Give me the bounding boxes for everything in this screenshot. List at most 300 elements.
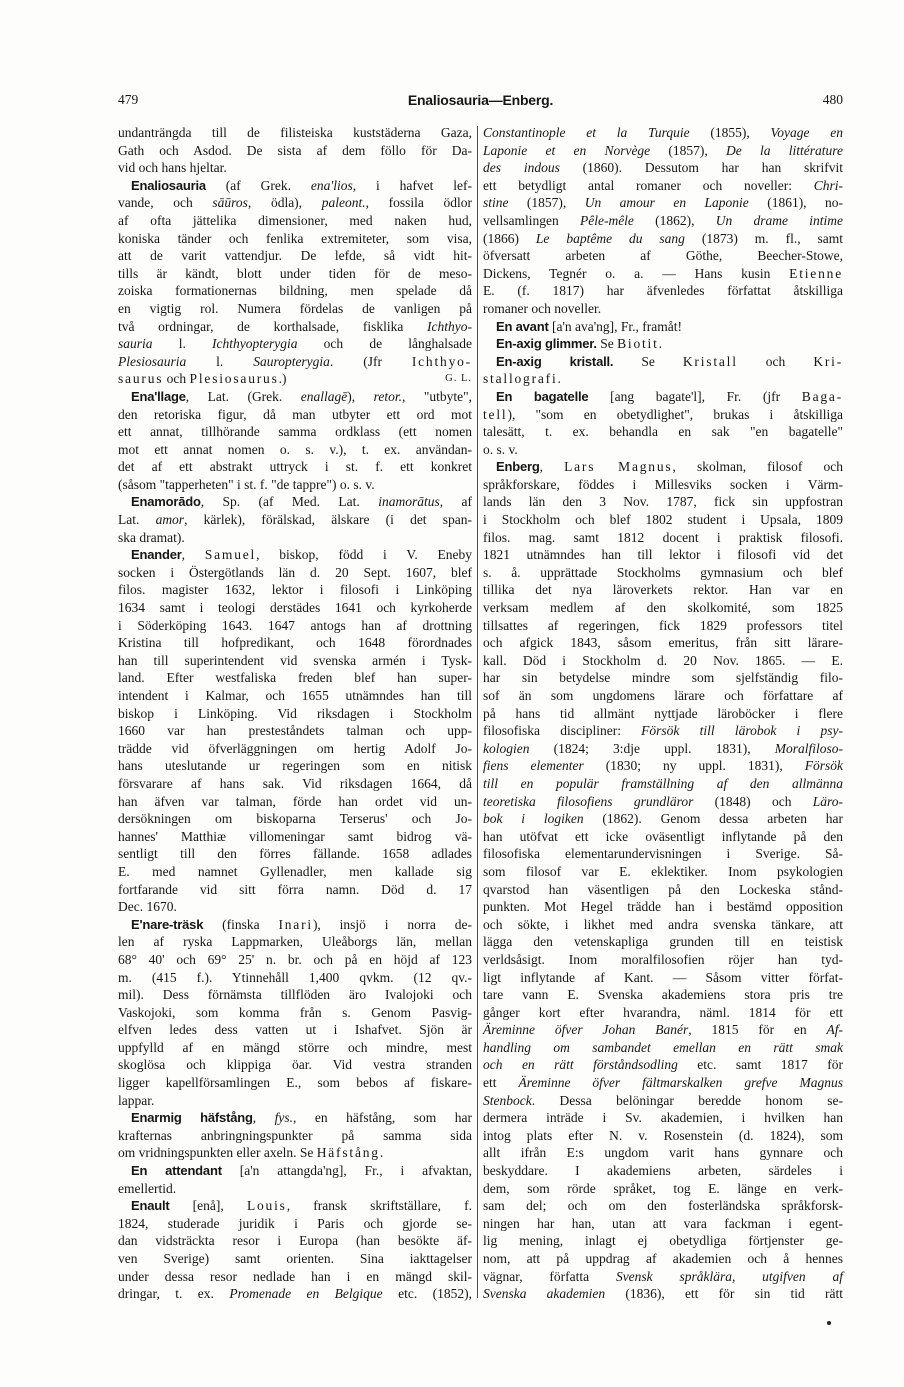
italic-run: Sauropterygia (253, 353, 330, 369)
italic-run: fiens elementer (483, 758, 584, 774)
text-run: att de varit vattendjur. De lefde, så vidt hit- (118, 248, 472, 264)
text-run: [a'n attangda'ng], Fr., i afvaktan, (221, 1163, 472, 1179)
text-run: ska dramat). (118, 529, 185, 545)
text-run: (af Grek. (205, 177, 311, 193)
text-run: mot ett annat nomen o. s. v.), t. ex. användan- (118, 441, 472, 457)
text-run: (1857), (508, 195, 585, 211)
text-line (483, 1144, 843, 1162)
text-run: fortfarande vid sitt förra namn. Död d. 17 (118, 881, 472, 897)
text-line (118, 1109, 472, 1127)
text-run: qvarstod han väsentligen på den Lockeska stånd- (483, 881, 843, 897)
text-line (118, 881, 472, 899)
text-line (118, 757, 472, 775)
text-run: han till superintendent vid svenska armén i Tysk- (118, 652, 472, 668)
text-line (483, 388, 843, 406)
text-run: , ödla), (247, 195, 322, 211)
italic-run: Försök till lärobok i psy- (641, 723, 843, 739)
text-line (118, 1004, 472, 1022)
text-run: (finska (203, 916, 279, 932)
text-run: (1860). Dessutom har han skrifvit (559, 160, 844, 176)
text-run: ett annat, tillhörande samma ordklass (ett nomen (118, 424, 472, 440)
spaced-run: Häfstång. (316, 1145, 386, 1161)
text-run: , en häfstång, som har (293, 1110, 472, 1126)
text-run: undanträngda till de filisteiska kuststäderna Gaza, (118, 125, 472, 140)
text-line (483, 881, 843, 899)
text-run: af ofta jättelika dimensioner, med naken hud, (118, 212, 472, 228)
headword: En-axig glimmer. (496, 336, 597, 352)
text-run: sof än som ungdomens lärare och författare af (483, 688, 843, 703)
text-run: E. (f. 1817) har äfvenledes författat åtskilliga (483, 283, 843, 299)
spaced-run: Samuel (204, 547, 257, 563)
scan-speck (827, 1321, 831, 1325)
headword: En attendant (131, 1163, 222, 1179)
text-run: vande, och (118, 195, 213, 211)
text-line (118, 493, 472, 511)
italic-run: till en populär framställning af den allmänna (483, 775, 843, 791)
text-line (118, 441, 472, 459)
text-run: och (163, 371, 190, 387)
headword: Enamorādo (131, 494, 201, 510)
italic-run: Un drame intime (715, 212, 843, 228)
text-run: land. Efter westfaliska freden blef han super- (118, 670, 472, 686)
text-line (483, 230, 843, 248)
text-run: elfven ledes dess vatten ut i Ishafvet. Sjön är (118, 1022, 472, 1038)
italic-run: Un amour en Laponie (584, 195, 749, 211)
text-run: tillsattes af regeringen, fick 1829 professors titel (483, 617, 843, 633)
text-run: på hans tid allmänt nyttjade läroböcker i flere (483, 705, 843, 721)
text-run: , skolman, filosof och (672, 459, 843, 475)
text-run: nom, att på uppdrag af akademien och å hennes (483, 1251, 843, 1266)
text-run: trädde vid öfverläggningen om hertig Adolf Jo- (118, 740, 472, 756)
text-line (483, 986, 843, 1004)
text-run: (1857), (650, 142, 727, 158)
italic-run: teoretiska filosofiens grundläror (483, 793, 694, 809)
text-run: 68° 40' och 69° 25' n. br. och på en höjd af 123 (118, 951, 472, 967)
italic-run: fys. (274, 1110, 293, 1126)
text-run: öfversatt arbeten af Göthe, Beecher-Stowe, (483, 248, 843, 264)
right-column (483, 124, 843, 1303)
text-line (483, 617, 843, 635)
headword: En bagatelle (496, 388, 589, 404)
text-run: det af ett abstrakt uttryck i st. f. ett konkret (118, 459, 472, 475)
text-run: (1866) (483, 230, 536, 246)
text-run: gånger kort efter hvarandra, näml. 1814 för ett (483, 1004, 843, 1020)
text-line (483, 511, 843, 529)
text-run: socken i Östergötlands län d. 20 Sept. 1607, blef (118, 564, 472, 580)
text-line (483, 1127, 843, 1145)
text-run: (såsom "tapperheten" i st. f. "de tappre") o. s. v. (118, 476, 375, 492)
text-run: lig mening, inlagt ej obetydliga förtjenster ge- (483, 1233, 843, 1249)
text-run: ett betydligt antal romaner och noveller: (483, 177, 814, 193)
text-line (483, 828, 843, 846)
italic-run: sāūros (212, 195, 248, 211)
italic-run: Constantinople et la Turquie (483, 125, 690, 140)
text-line (118, 159, 472, 177)
text-run: romaner och noveller. (483, 300, 602, 316)
text-run: i Söderköping 1643. 1647 antogs han af drottning (118, 617, 472, 633)
spaced-run: Biotit. (617, 336, 664, 352)
text-run: tillika det nya läroverkets rektor. Han var en (483, 582, 843, 598)
author-signature: G. L. (445, 373, 472, 385)
text-run: s. å. upprättade Stockholms gymnasium och blef (483, 564, 843, 580)
text-run: och afgick 1843, såsom emeritus, från sitt lärare- (483, 635, 843, 651)
text-line (118, 1092, 472, 1110)
text-line (118, 476, 472, 494)
text-run: intendent i Kalmar, och 1655 utnämndes han till (118, 688, 472, 703)
text-line (118, 969, 472, 987)
text-run: .) (278, 371, 287, 387)
text-line (483, 969, 843, 987)
spaced-run: Louis (246, 1198, 287, 1214)
text-line (483, 599, 843, 617)
italic-run: bok i logiken (483, 811, 584, 827)
text-line (483, 159, 843, 177)
spaced-run: tell (483, 406, 508, 422)
text-run: tare vann E. Svenska akademiens stora pris tre (483, 987, 843, 1003)
text-line (118, 1232, 472, 1250)
italic-run: Af- (826, 1022, 843, 1038)
text-run: beskyddare. I akademiens arbeten, särdeles i (483, 1163, 843, 1179)
text-run: , Sp. (af Med. Lat. (200, 494, 379, 510)
text-line (483, 177, 843, 195)
italic-run: Äreminne öfver fältmarskalken grefve Magnus (518, 1075, 844, 1091)
text-line (118, 194, 472, 212)
italic-run: ena'lios (310, 177, 353, 193)
text-run: allt ifrån E:s ungdom varit hans gynnare och (483, 1145, 843, 1161)
italic-run: Promenade en Belgique (229, 1286, 383, 1302)
text-line (483, 564, 843, 582)
text-line (483, 1215, 843, 1233)
text-line (483, 370, 843, 388)
italic-run: De la littérature (726, 142, 843, 158)
italic-run: Läro- (812, 793, 844, 809)
text-run: , i hafvet lef- (352, 177, 472, 193)
text-line (483, 212, 843, 230)
text-run: , "utbyte", (402, 388, 472, 404)
headword: En avant (496, 318, 549, 334)
text-line (118, 634, 472, 652)
text-run: dersökningen om biskoparna Terserus' och Jo- (118, 811, 472, 827)
text-line (483, 1232, 843, 1250)
text-line (483, 300, 843, 318)
text-line (118, 212, 472, 230)
text-run: (1824; 3:dje uppl. 1831), (529, 740, 775, 756)
text-line (483, 810, 843, 828)
text-line (483, 318, 843, 336)
page-header (118, 90, 843, 110)
text-line (483, 1197, 843, 1215)
text-run: ), "som en obetydlighet", brukas i åtskilliga (507, 406, 843, 422)
text-line (483, 441, 843, 459)
italic-run: sauria (118, 336, 153, 352)
text-run: lägga den vetenskapliga grunden till en teistisk (483, 934, 843, 950)
text-run: intog plats efter N. v. Rosenstein (d. 1824), som (483, 1127, 843, 1143)
text-run: 1824, studerade juridik i Paris och gjorde se- (118, 1215, 472, 1231)
text-line (483, 775, 843, 793)
text-run: o. s. v. (483, 441, 518, 457)
text-run: sentligt till den förres fällande. 1658 adlades (118, 846, 472, 862)
text-line (118, 388, 472, 406)
italic-run: des indous (483, 160, 560, 176)
text-line (118, 247, 472, 265)
spaced-run: Kristall (682, 353, 738, 369)
text-line (483, 634, 843, 652)
text-run: ), (347, 388, 374, 404)
text-run: ), insjö i norra de- (312, 916, 472, 932)
text-line (118, 458, 472, 476)
text-run: m. (415 f.). Ytinnehåll 1,400 qvkm. (12 qv.- (118, 969, 472, 985)
text-run: tills är kändt, blott under tiden för de meso- (118, 265, 472, 281)
text-line (483, 1180, 843, 1198)
text-line (118, 142, 472, 160)
text-line (118, 687, 472, 705)
text-line (118, 370, 472, 388)
text-line (118, 863, 472, 881)
italic-run: Svensk språklära, utgifven af (615, 1268, 843, 1284)
text-line (483, 1056, 843, 1074)
spaced-run: Inari (278, 916, 313, 932)
text-line (483, 687, 843, 705)
text-run: (1861), no- (748, 195, 843, 211)
text-line (118, 546, 472, 564)
text-run: , fransk skriftställare, f. (286, 1198, 472, 1214)
text-run: E. med namnet Gyllenadler, men kallade sig (118, 863, 472, 879)
text-run: zoiska formationernas bildning, men spelade då (118, 283, 472, 299)
italic-run: retor. (373, 388, 403, 404)
text-run: lands län den 3 Nov. 1787, fick sin uppfostran (483, 494, 843, 510)
text-run: och sökte, i likhet med andra svenska tänkare, att (483, 916, 843, 932)
text-line (483, 845, 843, 863)
text-run: . (Jfr (329, 353, 412, 369)
headword: Enberg (496, 459, 540, 475)
spaced-run: Ichthyo- (411, 353, 472, 369)
text-line (483, 1268, 843, 1286)
text-run: filosofiska discipliner: (483, 723, 642, 739)
text-run: filosofiska elementarundervisningen i Sverige. Så- (483, 846, 843, 862)
text-line (118, 1285, 472, 1303)
spaced-run: Lars Magnus (564, 459, 673, 475)
text-line (483, 1021, 843, 1039)
text-run: l. (186, 353, 254, 369)
text-line (483, 916, 843, 934)
text-line (483, 1092, 843, 1110)
italic-run: Moralfiloso- (774, 740, 843, 756)
text-line (118, 318, 472, 336)
text-run: den retoriska figur, då man utbyter ett ord mot (118, 406, 472, 422)
text-line (118, 177, 472, 195)
text-line (118, 793, 472, 811)
text-line (118, 230, 472, 248)
text-run: emellertid. (118, 1180, 177, 1196)
italic-run: Plesiosauria (118, 353, 187, 369)
text-run: [a'n ava'ng], Fr., framåt! (548, 318, 683, 334)
text-run: krafternas anbringningspunkter på samma sida (118, 1127, 472, 1143)
text-run: skoglösa och klippiga öar. Vid vestra stranden (118, 1057, 472, 1073)
text-run: koniska tänder och fenlika extremiteter, som visa, (118, 230, 472, 246)
text-line (118, 564, 472, 582)
italic-run: kologien (483, 740, 530, 756)
text-run: under dessa resor nedlade han i en mängd skil- (118, 1268, 472, 1284)
text-run: uppfylld af en mängd större och mindre, mest (118, 1039, 472, 1055)
text-line (118, 1021, 472, 1039)
text-run: , (539, 459, 565, 475)
text-run: han utöfvat ett icke oväsentligt inflytande på den (483, 828, 843, 844)
text-run: hans uteslutande ur regeringen som en nitisk (118, 758, 472, 774)
text-line (118, 335, 472, 353)
text-line (483, 142, 843, 160)
text-run: (1848) och (693, 793, 813, 809)
italic-run: Ichthyo- (427, 318, 472, 334)
text-run: dem, som rörde språket, tog E. länge en verk- (483, 1180, 843, 1196)
headword: Enault (131, 1198, 170, 1214)
text-run: Vaskojoki, som komma från s. Genom Pasvig- (118, 1004, 472, 1020)
text-line (118, 1250, 472, 1268)
text-line (483, 476, 843, 494)
text-line (118, 581, 472, 599)
spaced-run: saurus (118, 371, 164, 387)
text-line (118, 599, 472, 617)
text-run: l. (152, 336, 212, 352)
text-run: Se (596, 336, 618, 352)
text-line (118, 406, 472, 424)
spaced-run: Baga- (801, 388, 844, 404)
text-run: , (181, 547, 205, 563)
text-run: filos. mag. samt 1812 docent i praktisk filosofi. (483, 529, 843, 545)
text-run: (1855), (689, 125, 771, 140)
text-run: två ordningar, de korthalsade, fisklika (118, 318, 428, 334)
text-line (118, 652, 472, 670)
text-line (118, 1268, 472, 1286)
text-run: hannes' Matthiæ villomeningar samt bidrog vä- (118, 828, 472, 844)
text-run: , Lat. (Grek. (185, 388, 301, 404)
text-run: 1634 samt i teologi derstädes 1641 och kyrkoherde (118, 600, 472, 616)
text-line (118, 705, 472, 723)
text-line (483, 1162, 843, 1180)
text-line (483, 194, 843, 212)
text-line (483, 669, 843, 687)
text-run: som filosof var E. eklektiker. Inom psykologien (483, 863, 843, 879)
text-run: len af ryska Lappmarken, Uleåborgs län, mellan (118, 934, 472, 950)
text-line (118, 1056, 472, 1074)
text-run: ligt inflytande af Kant. — Såsom vitter förfat- (483, 969, 843, 985)
text-line (118, 1162, 472, 1180)
text-run: , fossila ödlor (365, 195, 472, 211)
text-line (118, 1180, 472, 1198)
text-line (118, 423, 472, 441)
text-run: etc. (1852), (382, 1286, 472, 1302)
text-run: punkten. Mot Hegel trädde han i bestämd opposition (483, 899, 843, 915)
text-run: lappar. (118, 1092, 155, 1108)
italic-run: enallagē (300, 388, 348, 404)
text-run: Dec. 1670. (118, 899, 177, 915)
text-run: ett (483, 1075, 519, 1091)
text-run: vägnar, författa (483, 1268, 616, 1284)
text-run: Lat. (118, 512, 156, 528)
text-line (483, 423, 843, 441)
text-run: [ang bagate'l], Fr. (jfr (588, 388, 802, 404)
text-line (483, 247, 843, 265)
text-line (483, 335, 843, 353)
text-run: (1873) m. fl., samt (684, 230, 843, 246)
text-run: försvarare af hans sak. Vid riksdagen 1664, då (118, 775, 472, 791)
text-line (483, 1250, 843, 1268)
text-run: Dickens, Tegnér o. a. — Hans kusin (483, 265, 790, 281)
text-line (483, 458, 843, 476)
text-line (118, 933, 472, 951)
italic-run: Voyage en (770, 125, 843, 140)
page-number-left: 479 (118, 92, 139, 107)
text-run: , 1815 för en (688, 1022, 827, 1038)
text-line (118, 845, 472, 863)
italic-run: Ichthyopterygia (212, 336, 298, 352)
text-line (118, 1074, 472, 1092)
text-line (118, 951, 472, 969)
text-run: han äfven var talman, förde han ordet vid un- (118, 793, 472, 809)
text-line (483, 1109, 843, 1127)
text-line (118, 282, 472, 300)
text-run: (1836), ett för sin tid rätt (605, 1286, 843, 1302)
text-line (118, 669, 472, 687)
text-run: dan vidsträckta resor i Europa (han besökte äf- (118, 1233, 472, 1249)
text-line (118, 740, 472, 758)
text-line (483, 863, 843, 881)
italic-run: Pêle-mêle (579, 212, 634, 228)
text-line (483, 757, 843, 775)
page-number-right: 480 (822, 92, 843, 107)
text-run: ningen har han, utan att vara fackman i egent- (483, 1215, 843, 1231)
spaced-run: Etienne (789, 265, 843, 281)
text-run: , biskop, född i V. Eneby (256, 547, 472, 563)
text-run: (1830; ny uppl. 1831), (583, 758, 805, 774)
italic-run: Stenbock (483, 1092, 532, 1108)
text-line (118, 529, 472, 547)
headword: E'nare-träsk (131, 916, 204, 932)
text-line (483, 1285, 843, 1303)
text-run: en vigtig rol. Numera fördelas de vanligen på (118, 300, 472, 316)
text-line (118, 265, 472, 283)
spaced-run: Kri- (813, 353, 844, 369)
text-run: om vridningspunkten eller axeln. Se (118, 1145, 317, 1161)
text-line (118, 1039, 472, 1057)
text-line (483, 1039, 843, 1057)
headword: Enarmig häfstång (131, 1110, 253, 1126)
text-run: verldsåsigt. Inom moralfilosofien röjer han tyd- (483, 951, 843, 967)
text-line (118, 898, 472, 916)
text-line (483, 529, 843, 547)
text-line (118, 300, 472, 318)
text-line (483, 282, 843, 300)
text-run: har sin betydelse mindre som sjelfständig filo- (483, 670, 843, 686)
text-run: och (737, 353, 814, 369)
text-line (118, 916, 472, 934)
text-line (483, 933, 843, 951)
text-line (483, 898, 843, 916)
text-line (118, 810, 472, 828)
text-line (118, 1197, 472, 1215)
text-line (483, 265, 843, 283)
text-line (118, 1127, 472, 1145)
text-run: sam del; och om den fosterländska språkforsk- (483, 1198, 843, 1214)
text-line (483, 740, 843, 758)
text-run: vid och hans hjeltar. (118, 160, 227, 176)
text-line (483, 1004, 843, 1022)
text-run: biskop i Linköping. Vid riksdagen i Stockholm (118, 705, 472, 721)
text-run: 1660 var han presteståndets talman och upp- (118, 723, 472, 739)
italic-run: Svenska akademien (483, 1286, 606, 1302)
text-run: (1862). Genom dessa arbeten har (583, 811, 843, 827)
text-run: , kärlek), förälskad, älskare (i det span- (184, 512, 472, 528)
text-run: . Dessa belöningar beredde honom se- (531, 1092, 843, 1108)
